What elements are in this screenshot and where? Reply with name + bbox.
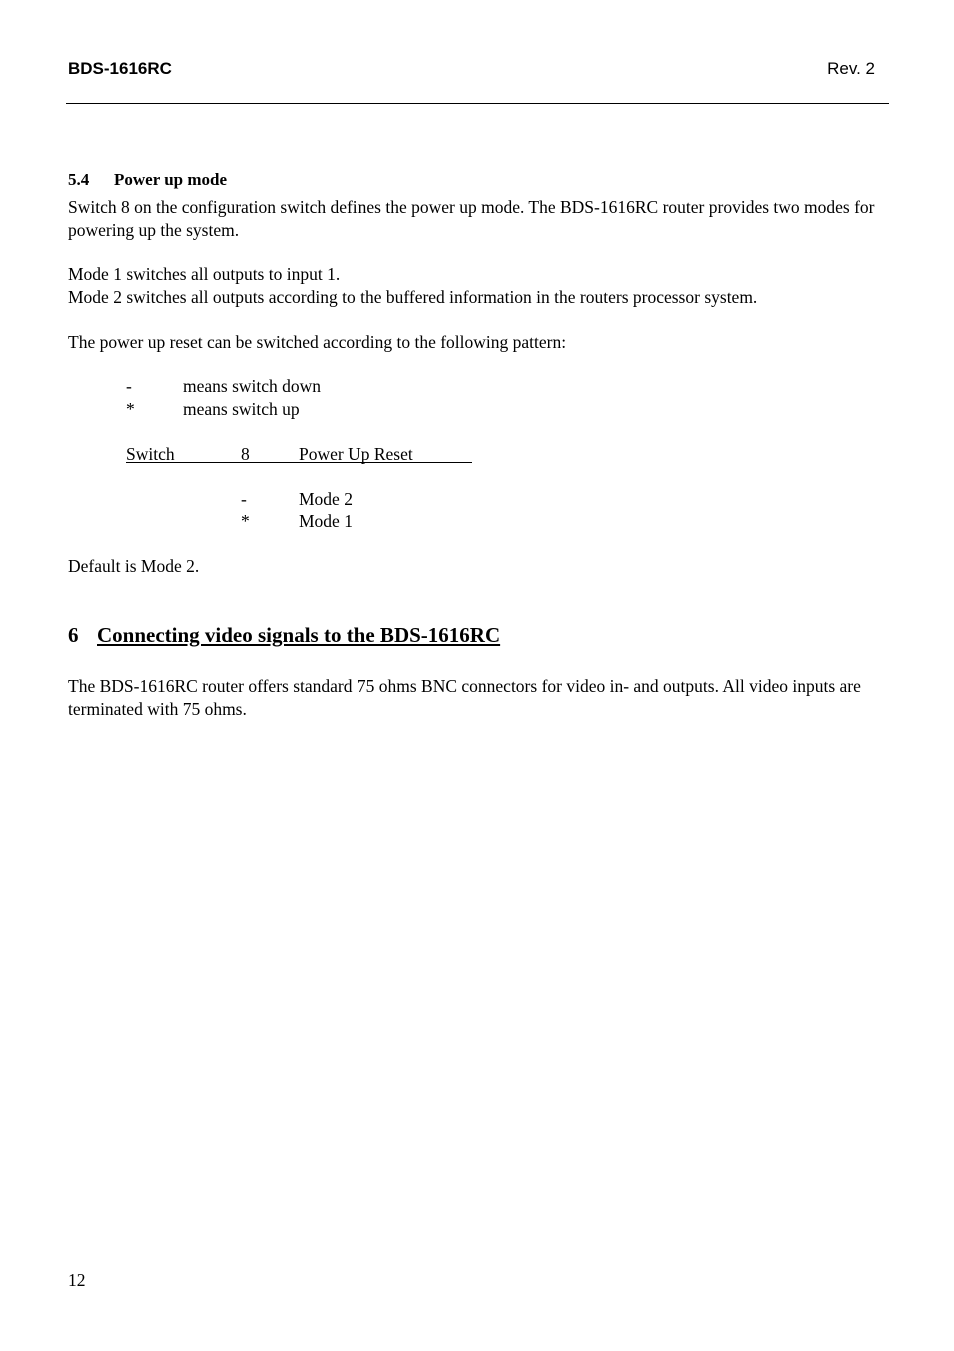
legend-meaning: means switch up xyxy=(183,399,300,419)
table-header-switch: Switch xyxy=(126,444,175,464)
legend-meaning: means switch down xyxy=(183,376,322,396)
mode1-paragraph: Mode 1 switches all outputs to input 1. xyxy=(68,264,341,284)
table-header-number: 8 xyxy=(241,444,250,464)
legend-symbol: * xyxy=(126,399,135,419)
pattern-intro-paragraph: The power up reset can be switched according to the following pattern: xyxy=(68,332,567,352)
page-number: 12 xyxy=(68,1270,86,1290)
default-paragraph: Default is Mode 2. xyxy=(68,556,200,576)
chapter-body: The BDS-1616RC router offers standard 75 ohms BNC connectors for video in- and outputs. All video inputs are terminated with 75 ohms. xyxy=(68,676,861,719)
table-header-underline xyxy=(126,462,472,463)
mode2-paragraph: Mode 2 switches all outputs according to the buffered information in the routers processor system. xyxy=(68,287,758,307)
table-cell-mode: Mode 2 xyxy=(299,489,353,509)
header-product: BDS-1616RC xyxy=(68,59,172,78)
section-number: 5.4 xyxy=(68,170,90,189)
table-cell-state: - xyxy=(241,489,247,509)
table-cell-state: * xyxy=(241,511,250,531)
section-title: Power up mode xyxy=(114,170,228,189)
chapter-title: Connecting video signals to the BDS-1616RC xyxy=(97,623,501,647)
header-divider xyxy=(66,103,889,104)
table-header-reset: Power Up Reset xyxy=(299,444,413,464)
legend-symbol: - xyxy=(126,376,132,396)
chapter-number: 6 xyxy=(68,623,79,647)
intro-paragraph: Switch 8 on the configuration switch defines the power up mode. The BDS-1616RC router provides two modes for powering up the system. xyxy=(68,197,875,240)
table-cell-mode: Mode 1 xyxy=(299,511,353,531)
header-revision: Rev. 2 xyxy=(827,59,875,78)
